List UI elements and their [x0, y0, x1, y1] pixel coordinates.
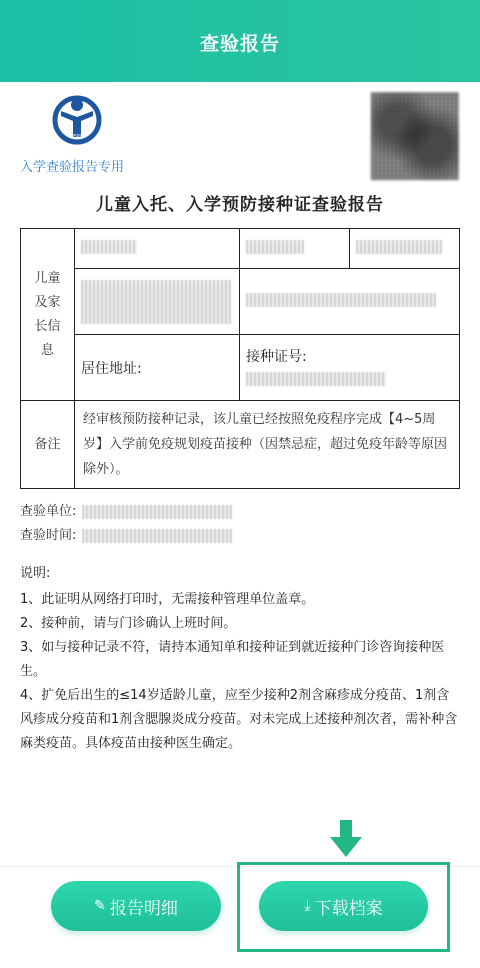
section-label-cell — [21, 229, 75, 401]
note-item: 3、如与接种记录不符，请持本通知单和接种证到就近接种门诊咨询接种医生。 — [20, 640, 445, 679]
address-label: 居住地址: — [81, 360, 142, 377]
verify-time-label: 查验时间: — [20, 528, 77, 543]
section-label: 儿童及家长信息 — [34, 270, 61, 358]
verify-unit-label: 查验单位: — [20, 504, 77, 519]
notes-heading: 说明: — [20, 566, 51, 581]
remark-label-cell — [21, 401, 75, 489]
redacted-gender — [246, 240, 304, 254]
redacted-verify-unit — [82, 505, 232, 519]
report-detail-button[interactable] — [51, 881, 221, 931]
vaccination-id-label: 接种证号: — [246, 348, 307, 365]
gender-cell — [240, 229, 350, 269]
down-arrow-icon — [330, 820, 362, 858]
logo-text: EPI — [73, 134, 81, 140]
redacted-guardian — [81, 280, 231, 324]
page-title: 查验报告 — [199, 32, 280, 55]
note-item: 1、此证明从网络打印时，无需接种管理单位盖章。 — [20, 592, 315, 607]
name-cell — [75, 229, 240, 269]
report-detail-label: 报告明细 — [109, 898, 178, 919]
verify-time-row — [20, 524, 232, 543]
note-item: 4、扩免后出生的≤14岁适龄儿童，应至少接种2剂含麻疹成分疫苗、1剂含风疹成分疫苗和1剂含腮腺炎成分疫苗。对未完成上述接种剂次者，需补种含麻类疫苗。具体疫苗由接种医生确定。 — [20, 688, 458, 751]
info-table — [20, 228, 460, 489]
header-bar — [0, 0, 480, 82]
logo-caption: 入学查验报告专用 — [20, 160, 125, 175]
birth-cell — [350, 229, 460, 269]
download-icon: ⤓ — [304, 898, 311, 914]
guardian-contact-cell — [240, 269, 460, 335]
redacted-vaccination-id — [246, 372, 386, 386]
redacted-contact — [246, 293, 436, 307]
verify-unit-row — [20, 500, 232, 519]
qr-code-image — [371, 92, 459, 180]
document-title: 儿童入托、入学预防接种证查验报告 — [96, 195, 384, 215]
remark-label: 备注 — [34, 436, 61, 452]
epi-logo-icon — [50, 93, 104, 147]
download-highlight-box — [237, 862, 450, 952]
edit-icon: ✎ — [94, 898, 106, 914]
redacted-birthdate — [356, 240, 442, 254]
note-item: 2、接种前，请与门诊确认上班时间。 — [20, 616, 237, 631]
remark-text: 经审核预防接种记录，该儿童已经按照免疫程序完成【4~5周岁】入学前免疫规划疫苗接种（因禁忌症，超过免疫年龄等原因除外）。 — [75, 401, 460, 489]
redacted-name — [81, 240, 137, 254]
redacted-verify-time — [82, 529, 232, 543]
guardian-cell — [75, 269, 240, 335]
notes-block — [20, 562, 460, 756]
download-archive-label: 下载档案 — [314, 898, 383, 919]
vaccination-id-cell — [240, 335, 460, 401]
address-cell — [75, 335, 240, 401]
